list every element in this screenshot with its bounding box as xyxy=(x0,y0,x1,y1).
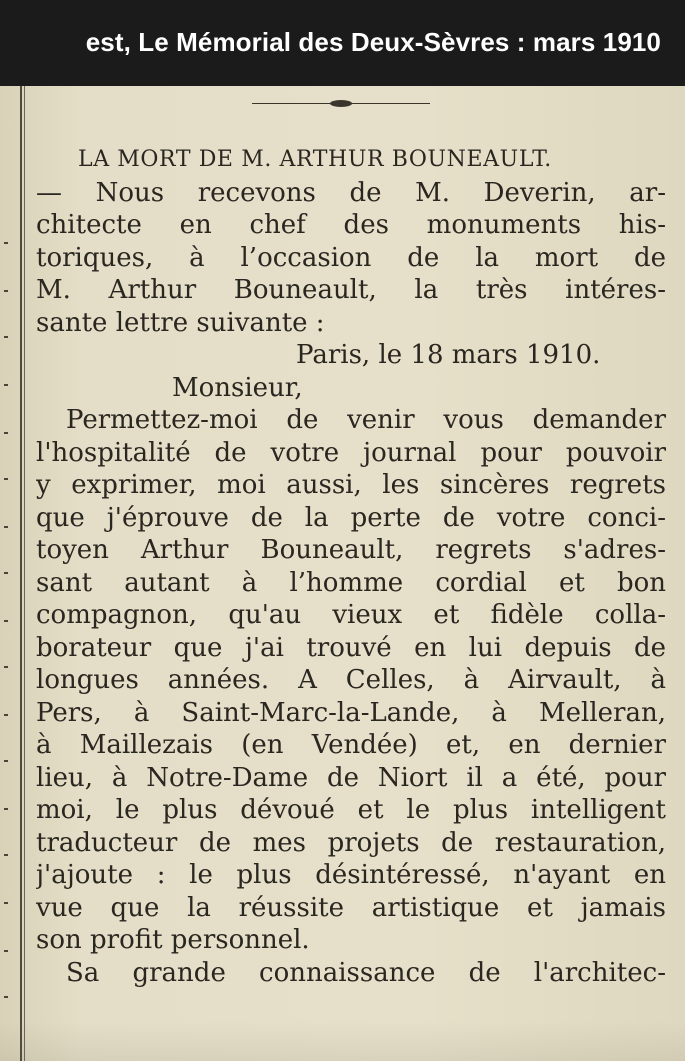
text-line: longues années. A Celles, à Airvault, à xyxy=(36,665,666,695)
column-rule-inner xyxy=(24,86,25,1061)
text-line: — Nous recevons de M. Deverin, ar- xyxy=(36,177,666,208)
text-line: Sa grande connaissance de l'architec- xyxy=(66,957,666,988)
text-line: sant autant à l’homme cordial et bon xyxy=(36,567,666,598)
text-line: l'hospitalité de votre journal pour pouvoir xyxy=(36,437,666,468)
article-headline: LA MORT DE M. ARTHUR BOUNEAULT. xyxy=(78,147,552,172)
section-ornament xyxy=(252,100,430,108)
text-line: à Maillezais (en Vendée) et, en dernier xyxy=(36,730,666,760)
text-line: borateur que j'ai trouvé en lui depuis de xyxy=(36,632,666,663)
text-line: traducteur de mes projets de restauration, xyxy=(36,827,666,858)
text-line: y exprimer, moi aussi, les sincères regrets xyxy=(36,470,666,500)
letter-dateline: Paris, le 18 mars 1910. xyxy=(296,340,601,370)
letter-salutation: Monsieur, xyxy=(172,372,303,403)
column-rule xyxy=(20,86,22,1061)
text-line: toriques, à l’occasion de la mort de xyxy=(36,242,666,273)
text-line: toyen Arthur Bouneault, regrets s'adres- xyxy=(36,535,666,565)
text-line: que j'éprouve de la perte de votre conci- xyxy=(36,502,666,533)
text-line: Pers, à Saint-Marc-la-Lande, à Melleran, xyxy=(36,697,666,728)
text-line: lieu, à Notre-Dame de Niort il a été, pour xyxy=(36,762,666,793)
page-shadow xyxy=(0,1021,685,1061)
text-line: moi, le plus dévoué et le plus intelligent xyxy=(36,795,666,825)
text-line: Permettez-moi de venir vous demander xyxy=(66,405,666,435)
text-line: compagnon, qu'au vieux et fidèle colla- xyxy=(36,600,666,630)
article-body xyxy=(36,144,666,989)
text-line: chitecte en chef des monuments his- xyxy=(36,210,666,240)
adjacent-column-edge xyxy=(0,86,18,1061)
text-line: j'ajoute : le plus désintéressé, n'ayant en xyxy=(36,860,666,890)
text-line: M. Arthur Bouneault, la très intéres- xyxy=(36,275,666,305)
text-line: son profit personnel. xyxy=(36,925,310,955)
newspaper-page xyxy=(0,86,685,1061)
text-line: vue que la réussite artistique et jamais xyxy=(36,892,666,923)
window-title: est, Le Mémorial des Deux-Sèvres : mars 1910 xyxy=(85,27,661,57)
title-bar xyxy=(0,0,685,86)
text-line: sante lettre suivante : xyxy=(36,307,325,338)
